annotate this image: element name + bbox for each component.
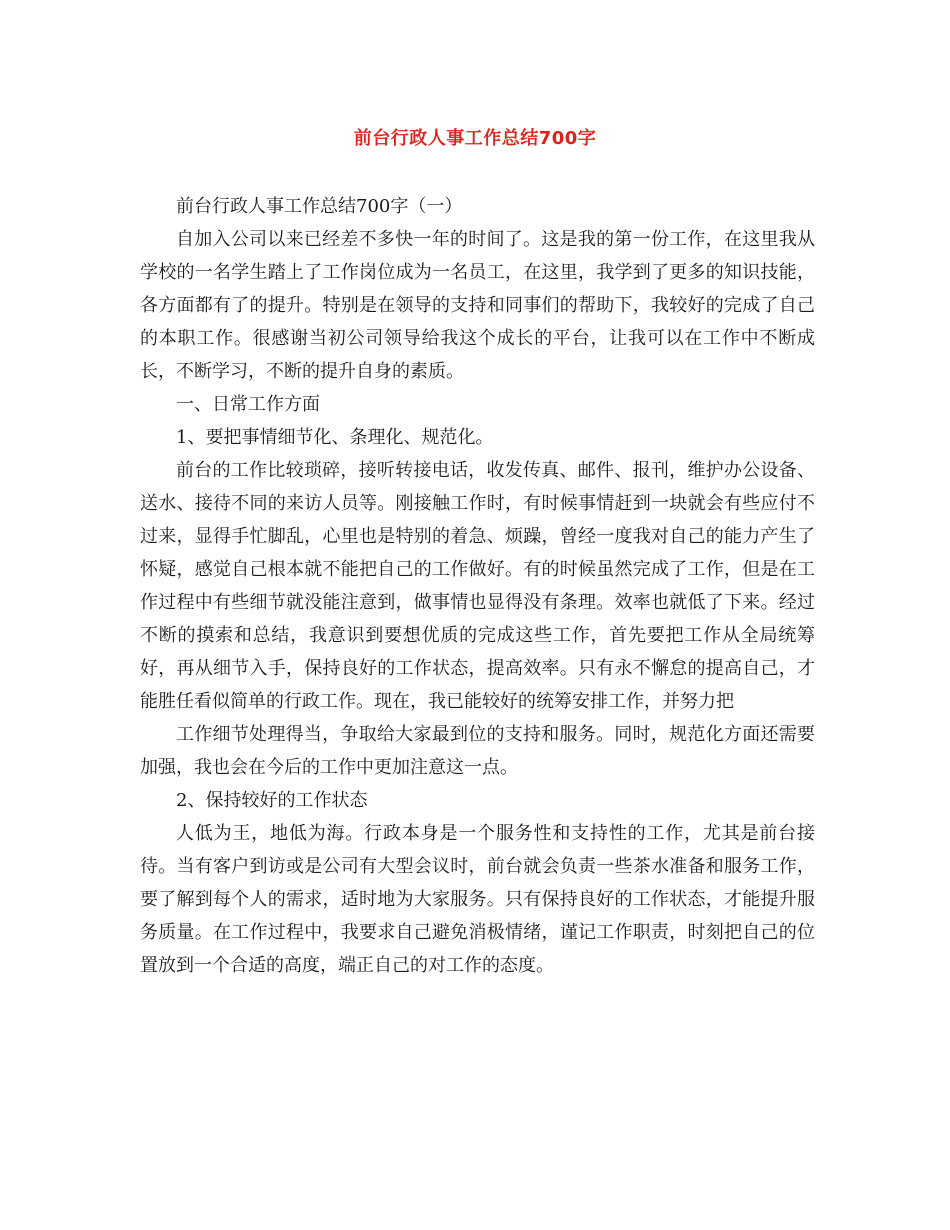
subsection-heading: 2、保持较好的工作状态 xyxy=(176,790,368,811)
section-heading: 一、日常工作方面 xyxy=(176,394,320,415)
paragraph: 人低为王，地低为海。行政本身是一个服务性和支持性的工作，尤其是前台接待。当有客户到访或是公司有大型会议时，前台就会负责一些茶水准备和服务工作，要了解到每个人的需求，适时地为大家服务。只有保持良好的工作状态，才能提升服务质量。在工作过程中，我要求自己避免消极情绪，谨记工作职责，时刻把自己的位置放到一个合适的高度，端正自己的对工作的态度。 xyxy=(140,823,815,976)
document-title: 前台行政人事工作总结700字 xyxy=(353,128,597,149)
paragraph: 自加入公司以来已经差不多快一年的时间了。这是我的第一份工作，在这里我从学校的一名学生踏上了工作岗位成为一名员工，在这里，我学到了更多的知识技能，各方面都有了的提升。特别是在领导的支持和同事们的帮助下，我较好的完成了自己的本职工作。很感谢当初公司领导给我这个成长的平台，让我可以在工作中不断成长，不断学习，不断的提升自身的素质。 xyxy=(140,229,815,382)
subsection-heading: 1、要把事情细节化、条理化、规范化。 xyxy=(176,427,494,448)
document-body xyxy=(140,190,815,982)
section-heading: 前台行政人事工作总结700字（一） xyxy=(176,196,463,217)
paragraph: 前台的工作比较琐碎，接听转接电话，收发传真、邮件、报刊，维护办公设备、送水、接待不同的来访人员等。刚接触工作时，有时候事情赶到一块就会有些应付不过来，显得手忙脚乱，心里也是特别的着急、烦躁，曾经一度我对自己的能力产生了怀疑，感觉自己根本就不能把自己的工作做好。有的时候虽然完成了工作，但是在工作过程中有些细节就没能注意到，做事情也显得没有条理。效率也就低了下来。经过不断的摸索和总结，我意识到要想优质的完成这些工作，首先要把工作从全局统筹好，再从细节入手，保持良好的工作状态，提高效率。只有永不懈怠的提高自己，才能胜任看似简单的行政工作。现在，我已能较好的统筹安排工作，并努力把 xyxy=(140,460,815,712)
paragraph: 工作细节处理得当，争取给大家最到位的支持和服务。同时，规范化方面还需要加强，我也会在今后的工作中更加注意这一点。 xyxy=(140,724,815,778)
